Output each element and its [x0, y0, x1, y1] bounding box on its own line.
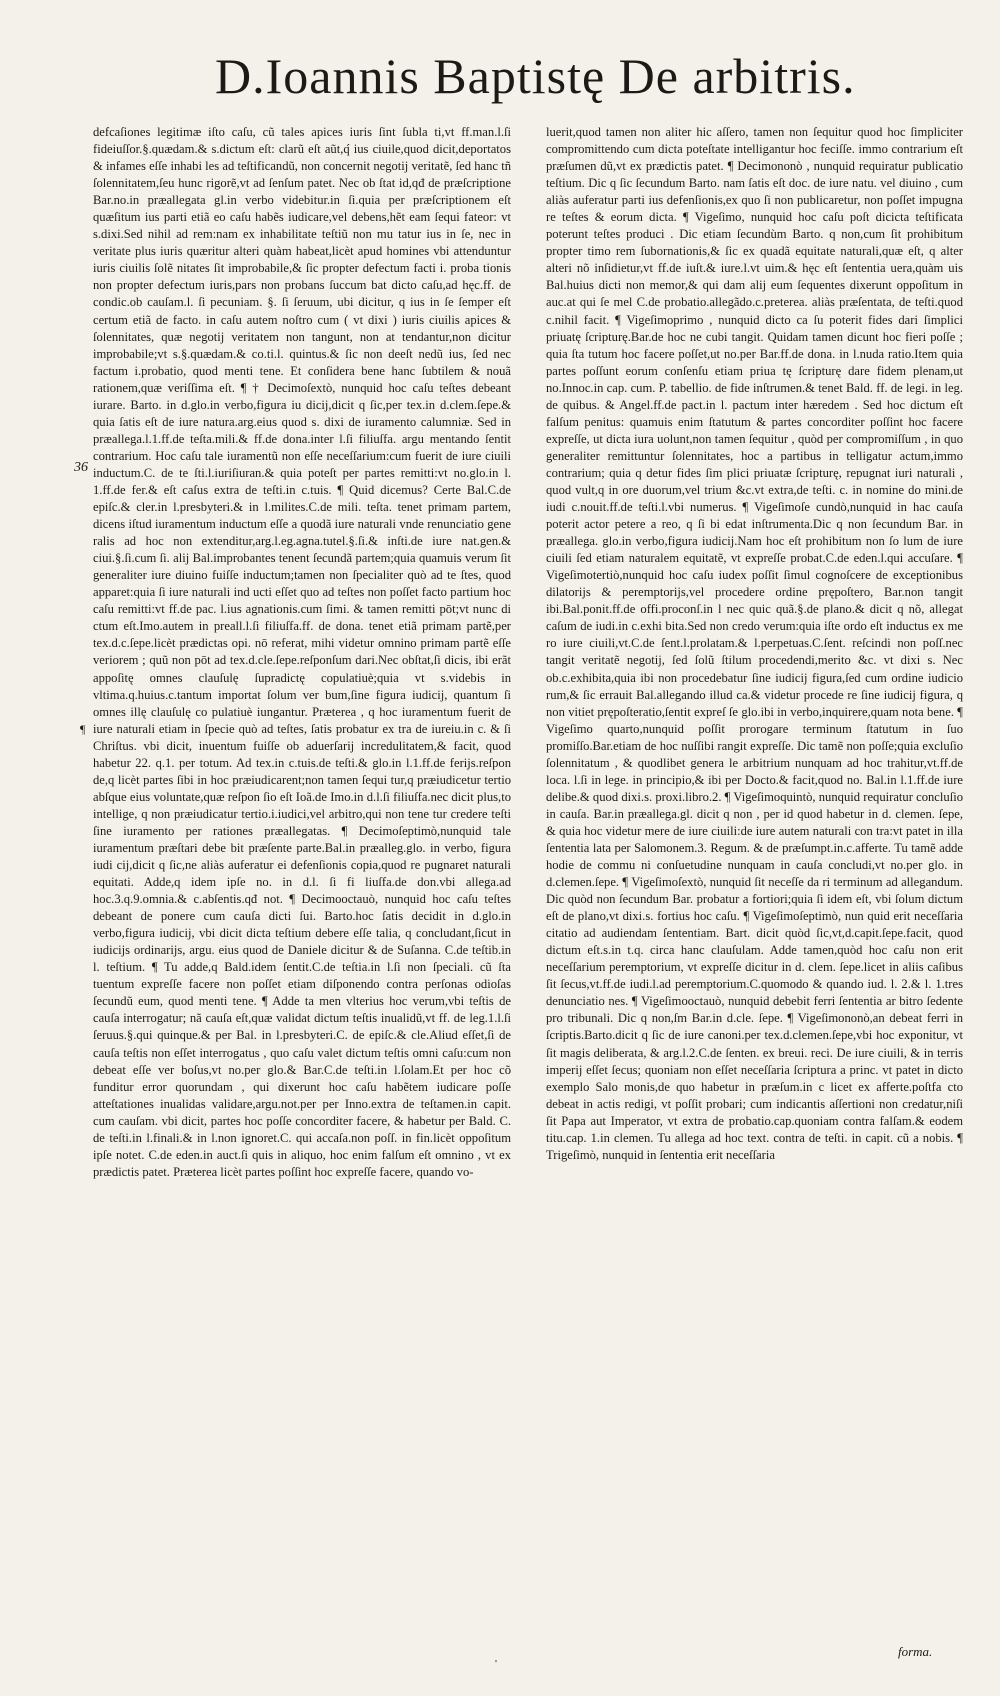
left-text-column: [93, 124, 511, 1672]
margin-note-number: 36: [74, 460, 88, 475]
page-header-title: D.Ioannis Baptistę De arbitris.: [215, 48, 856, 104]
margin-note-mark: ¶: [80, 722, 86, 736]
right-column-text: luerit,quod tamen non aliter hic aſſero, tamen non ſequitur quod hoc ſimpliciter compromittendo cum dicta poteſtate intelligantur hoc feciſſe. immo contrarium eſt præſumen dũ,vt ex prædictis patet. ¶ Decimononò , nunquid requiratur publicatio teſtium. Dic q ſic ſecundum Barto. nam ſatis eſt doc. de iure natu. vel diuino , cum aliàs auferatur parti ius defenſionis,ex quo ſi non publicaretur, non poſſet impugna re teſtes & eorum dicta. ¶ Vigeſimo, nunquid hoc caſu poſt dicicta teſtificata poterunt teſtes produci . Dic etiam ſecundùm Barto. q non,cum ſit prohibitum propter timo rem ſubornationis,& ſic ex quadã equitate naturali,quæ eſt, q alter alteri nõ inſidietur,vt ff.de iuſt.& iure.l.vt uim.& hęc eſt ſententia uera,quàm uis Bal.huius dicti non memor,& qui dam alij eum ſequentes dixerunt oppoſitum in auc.at qui ſe mel C.de probatio.allegãdo.c.preterea. aliàs præſentata, de teſti.quod c.nihil facit. ¶ Vigeſimoprimo , nunquid dicto ca ſu poterit fides dari ſimplici priuatę ſcripturę.Bar.de hoc ne cubi tangit. Quidam tamen dicunt hoc fieri poſſe ; quia ſta tutum hoc facere poſſet,ut no.per Bar.ff.de dona. in l.nuda ratio.Item quia partes poſſunt eorum conſenſu etiam priua tę ſcripturę dare fidem plenam,ut no.Innoc.in cap. cum. P. tabellio. de fide inſtrumen.& tenet Bald. ff. de legi. in leg. de quibus. & Angel.ff.de pact.in l. pactum inter hæredem . Sed hoc dictum eſt falſum penitus: quamuis enim ſtatutum & partes concorditer poſſint hoc facere expreſſe, ut dicta iura uolunt,non tamen ſequitur , quòd per compromiſſum , in quo generaliter remittuntur ſolennitates, hoc a partibus in telligatur actum,immo contrarium; quia q detur fides ſim plici priuatæ ſcripturę, repugnat iuri naturali , quod vult,q in ore duorum,vel trium &c.vt extra,de teſti. c. in nomine do mini.de iudi c.nouit.ff.de teſti.l.vbi numerus. ¶ Vigeſimoſe cundò,nunquid in hac cauſa poterit actor petere a reo, q ſi bi edat inſtrumenta.Dic q non ſecundum Bar. in præallega. glo.in verbo,figura iudicij.Nam hoc eſt prohibitum non ſo lum de iure ciuili ſed etiam naturalem equitatẽ, vt expreſſe probat.C.de eden.l.qui accuſare. ¶ Vigeſimotertiò,nunquid hoc caſu iudex poſſit ſimul cognoſcere de exceptionibus dilatorijs & peremptorijs,vel procedere ordine prępoſtero, Bar.non tangit ibi.Bal.ponit.ff.de offi.proconſ.in l nec quic quã.§.de plano.& dicit q nõ, allegat caſum de iudi.in c.exhi bita.Sed non credo verum:quia iſte ordo eſt inductus ex me ro iure ciuili,vt.C.de ſent.l.prolatam.& l.perpetuas.C.ſent. reſcindi non poſſ.nec tangit veritatẽ negotij, ſed ſolũ ſtilum procedendi,merito &c. vt dixi s. Nec ob.c.exhibita,quia ibi non procedebatur ſine iudicij figura,ſed cum ordine iudicio rum,& ſic errauit Bal.allegando illud ca.& videtur procede re ſine iudicij figura, q non vitiet prępoſteratio,ſentit expreſ ſe glo.ibi in verbo,inquirere,quam nota bene. ¶ Vigeſimo quarto,nunquid poſſit prorogare terminum ſtatutum in ſuo promiſſo.Bar.etiam de hoc nuſſibi rangit expreſſe. Dic tamẽ non poſſe;quia excluſio ſolennitatum , & quodlibet genera le arbitrium nunquam ad hoc trahitur,vt.ff.de loca. l.ſi in lege. in principio,& ibi per Docto.& facit,quod no. Bal.in l.1.ff.de iure delibe.& quod dixi.s. proxi.libro.2. ¶ Vigeſimoquintò, nunquid requiratur concluſio in cauſa. Bar.in præallega.gl. dicit q non , per id quod habetur in d. clemen. ſepe, & quia hoc videtur mere de iure ciuili:de iure autem naturali con tra:vt patet in illa ſententia lata per Salomonem.3. Regum. & de præſumpt.in.c.afferte. Tu tamẽ adde hodie de commu ni conſuetudine nunquam in cauſa concludi,vt no.per glo. in d.clemen.ſepe. ¶ Vigeſimoſextò, nunquid ſit neceſſe da ri terminum ad allegandum. Dic quòd non ſecundum Bar. probatur a fortiori;quia ſi idem eſt, vbi ſolum dictum eſt de plano,vt dixi.s. fortius hoc caſu. ¶ Vigeſimoſeptimò, nun quid erit neceſſaria citatio ad audiendam ſententiam. Bart. dicit quòd ſic,vt,d.capit.ſepe.facit, quod dictum eſt.s.in t.q. circa hanc clauſulam. Adde tamen,quòd hoc caſu non erit neceſſarium peremptorium, vt expreſſe dicitur in d. clem. ſepe.licet in aliis caſibus ſit ſecus,vt.ff.de iudi.l.ad peremptorium.C.quomodo & quando iud. l. 2.& l. 1.tres denunciatio nes. ¶ Vigeſimooctauò, nunquid debebit ferri ſententia ar bitro ſedente pro tribunali. Dic q non,ſm Bar.in d.cle. ſepe. ¶ Vigeſimononò,an debeat ferri in ſcriptis.Barto.dicit q ſic de iure canoni.per tex.d.clemen.ſepe,vbi hoc exponitur, vt ſit magis deliberata, & arg.l.2.C.de ſenten. ex breui. reci. De iure ciuili, & in terris imperij eſſet ſecus; quoniam non eſſet neceſſaria ſcriptura a princ. vt patet in dicto exemplo Salo monis,de quo habetur in præſum.in c licet ex afferte.poſtfa cto debeat in actis redigi, vt poſſit probari; cum indicantis aſſertioni non credatur,niſi ſit Papa aut Imperator, vt extra de probatio.cap.quoniam contra falſam.& eodem titu.cap. 1.in clemen. Tu allega ad hoc text. contra de teſti. in capit. cũ a nobis. ¶ Trigeſimò, nunquid in ſententia erit neceſſaria: [546, 125, 963, 1162]
right-text-column: [546, 124, 963, 1644]
footer-mark: ': [495, 1658, 497, 1670]
catchword: forma.: [898, 1644, 933, 1659]
left-column-text: defcaſiones legitimæ iſto caſu, cũ tales apices iuris ſint ſubla ti,vt ff.man.l.ſi fideiuſſor.§.quædam.& s.dictum eſt: clarũ eſt aũt,q́ ius ciuile,quod dicit,deportatos & infames eſſe inhabi les ad teſtificandũ, non concernit negotij veritatẽ, ſed hanc tñ ſolennitatem,ſeu hunc rigorẽ,vt ad ſenſum patet. Nec ob ſtat id,qđ de præſcriptione Bar.no.in præallegata gl.in verbo videbitur.in ſi.quia per præſcriptionem eſt quæſitum ius parti etiã eo caſu habẽs iudicare,vel debens,hẽt eam ſequi fateor: vt s.dixi.Sed nihil ad rem:nam ex inhabilitate teſtiũ non mu tatur ius in ſe, nec in veritate plus iuris quæritur alteri quàm habeat,licèt apud homines vbi attenduntur iuris ciuilis ſolẽ nitates ſit improbabile,& ſic propter defectum facti i. proba tionis non propter defectum iuris,pars non probans ſuccum bat dicto caſu,ad hęc.ff. de condic.ob cauſam.l. ſi pecuniam. §. ſi ſeruum, ubi dicitur, q ius in ſe ſemper eſt certum etiã de facto. in caſu autem noſtro cum ( vt dixi ) iuris ciuilis apices & ſolennitates, quæ negotij veritatem non tangunt, non at tendantur,non dicitur improbabile;vt s.§.quædam.& co.ti.l. quintus.& ſic non deeſt nedũ ius, ſed nec factum i.probatio, quod menti tene. Et conſidera bene hanc ſubtilem & nouã rationem,quæ veriſſima eſt. ¶ † Decimoſextò, nunquid hoc caſu teſtes debeant iurare. Barto. in d.glo.in verbo,figura iu dicij,dicit q ſic,per tex.in d.clem.ſepe.& quia ſatis eſt de iure natura.arg.eius quod s. dixi de iuramento calumniæ. Sed in præallega.l.1.ff.de teſta.mili.& ff.de dona.inter l.ſi filiuſfa. argu mentando ſentit contrarium. Hoc caſu tale iuramentũ non eſſe neceſſarium:cum fuerit de iure ciuili inductum.C. de te ſti.l.iuriſiuran.& quia poteſt per partes remitti:vt no.glo.in l. 1.ff.de fer.& eſt caſus extra de teſti.in c.tuis. ¶ Quid dicemus? Certe Bal.C.de epiſc.& cler.in l.presbyteri.& in l.milites.C.de mili. teſta. tenet primam partem, dicens iſtud iuramentum inductum eſſe a quodã iure naturali vnde renunciatio gene ralis ad hoc non extenditur,arg.l.eg.agna.tutel.§.ſi.& inſti.de iure nat.gen.& ciui.§.ſi.cum ſi. alij Bal.improbantes tenent ſecundã partem;quia quamuis verum ſit generaliter iure diuino fuiſſe inductum;tamen non ſpecialiter quò ad te ſtes, quod apparet:quia ſi iure naturali ind ucti eſſet quo ad teſtes non poſſet facto partium hoc caſu remitti:vt ff.de pac. l.ius agnationis.cum ſimi. & tamen remitti pōt;vt nunc di ctum eſt.Imo.autem in preall.l.ſi filiuſfa.ff. de dona. tenet etiã primam partẽ,per tex.d.c.ſepe.licèt prædictas opi. nō referat, mihi videtur omnino primam partẽ eſſe veriorem ; quũ non pōt ad tex.d.cle.ſepe.reſponſum dari.Nec obſtat,ſi dicis, ibi erãt appoſitę omnes clauſulę ſupradictę copulatiuè;quia vt s.videbis in vltima.q.huius.c.tantum importat ſolum ver bum,ſine figura iudicij, quantum ſi omnes illę clauſulę co pulatiuè iungantur. Præterea , q hoc iuramentum fuerit de iure naturali etiam in ſpecie quò ad teſtes, ſatis probatur ex tra de iureiu.in c. & ſi Chriſtus. vbi dicit, inuentum fuiſſe ob aduerſarij incredulitatem,& facit, quod habetur 22. q.1. per totum. Ad tex.in c.tuis.de teſti.& glo.in l.1.ff.de ferijs.reſpon de,q licèt partes ſibi in hoc præiudicarent;non tamen ſequi tur,q præiudicetur tertio abſque eius voluntate,quæ reſpon ſio eſt Ioã.de Imo.in d.l.ſi filiuſfa.nec dicit plus,to intellige, q non præiudicatur tertio.i.iudici,vel arbitro,qui non tene tur credere teſti ſine iuramento per rationes præallegatas. ¶ Decimoſeptimò,nunquid tale iuramentum præſtari debe bit præſente parte.Bal.in præalleg.glo. in verbo, figura iudi cij,dicit q ſic,ne aliàs auferatur ei defenſionis copia,quod re pugnaret naturali equitati. Adde,q idem ipſe no. in d.l. ſi fi liuſfa.de don.vbi allega.ad hoc.3.q.9.omnia.& c.abſentis.qđ not. ¶ Decimooctauò, nunquid hoc caſu teſtes debeant de ponere cum cauſa dicti ſui. Barto.hoc ſatis decidit in d.glo.in verbo,figura iudicij, vbi dicit dicta teſtium debere eſſe talia, q concludant,ſicut in iudicijs ordinarijs, argu. eius quod de Daniele dicitur & de Suſanna. C.de teſtib.in l. teſtium. ¶ Tu adde,q Bald.idem ſentit.C.de teſtia.in l.ſi non ſpeciali. cũ ſta tuentum expreſſe facere non poſſet etiam diſponendo contra perſonas odioſas ſecundũ eum, quod menti tene. ¶ Adde ta men vlterius hoc verum,vbi teſtis de cauſa interrogatur; nã cauſa eſt,quæ validat dictum teſtis inualidũ,vt ff. de leg.1.l.ſi ſeruus.§.qui quinque.& per Bal. in l.presbyteri.C. de epiſc.& cle.Aliud eſſet,ſi de cauſa teſtis non eſſet interrogatus , quo caſu valet dictum teſtis omni caſu:cum non debeat eſſe ver boſus,vt no.per glo.& Bar.C.de teſti.in l.ſolam.Et per hoc cõ funditur error quorundam , qui dixerunt hoc caſu habẽtem iudicare poſſe atteſtationes inualidas validare,argu.not.per per Inno.extra de teſtamen.in capit. cum cauſam. vbi dicit, partes hoc poſſe concorditer facere, & habetur per Bald. C. de teſti.in l.finali.& in l.non ignoret.C. qui accaſa.non poſſ. in fin.licèt oppoſitum ipſe notet. C.de eden.in auct.ſi quis in aliquo, hoc enim falſum eſt omnino , vt ex prædictis patet. Præterea licèt partes poſſint hoc expreſſe facere, quando vo-: [93, 125, 511, 1179]
